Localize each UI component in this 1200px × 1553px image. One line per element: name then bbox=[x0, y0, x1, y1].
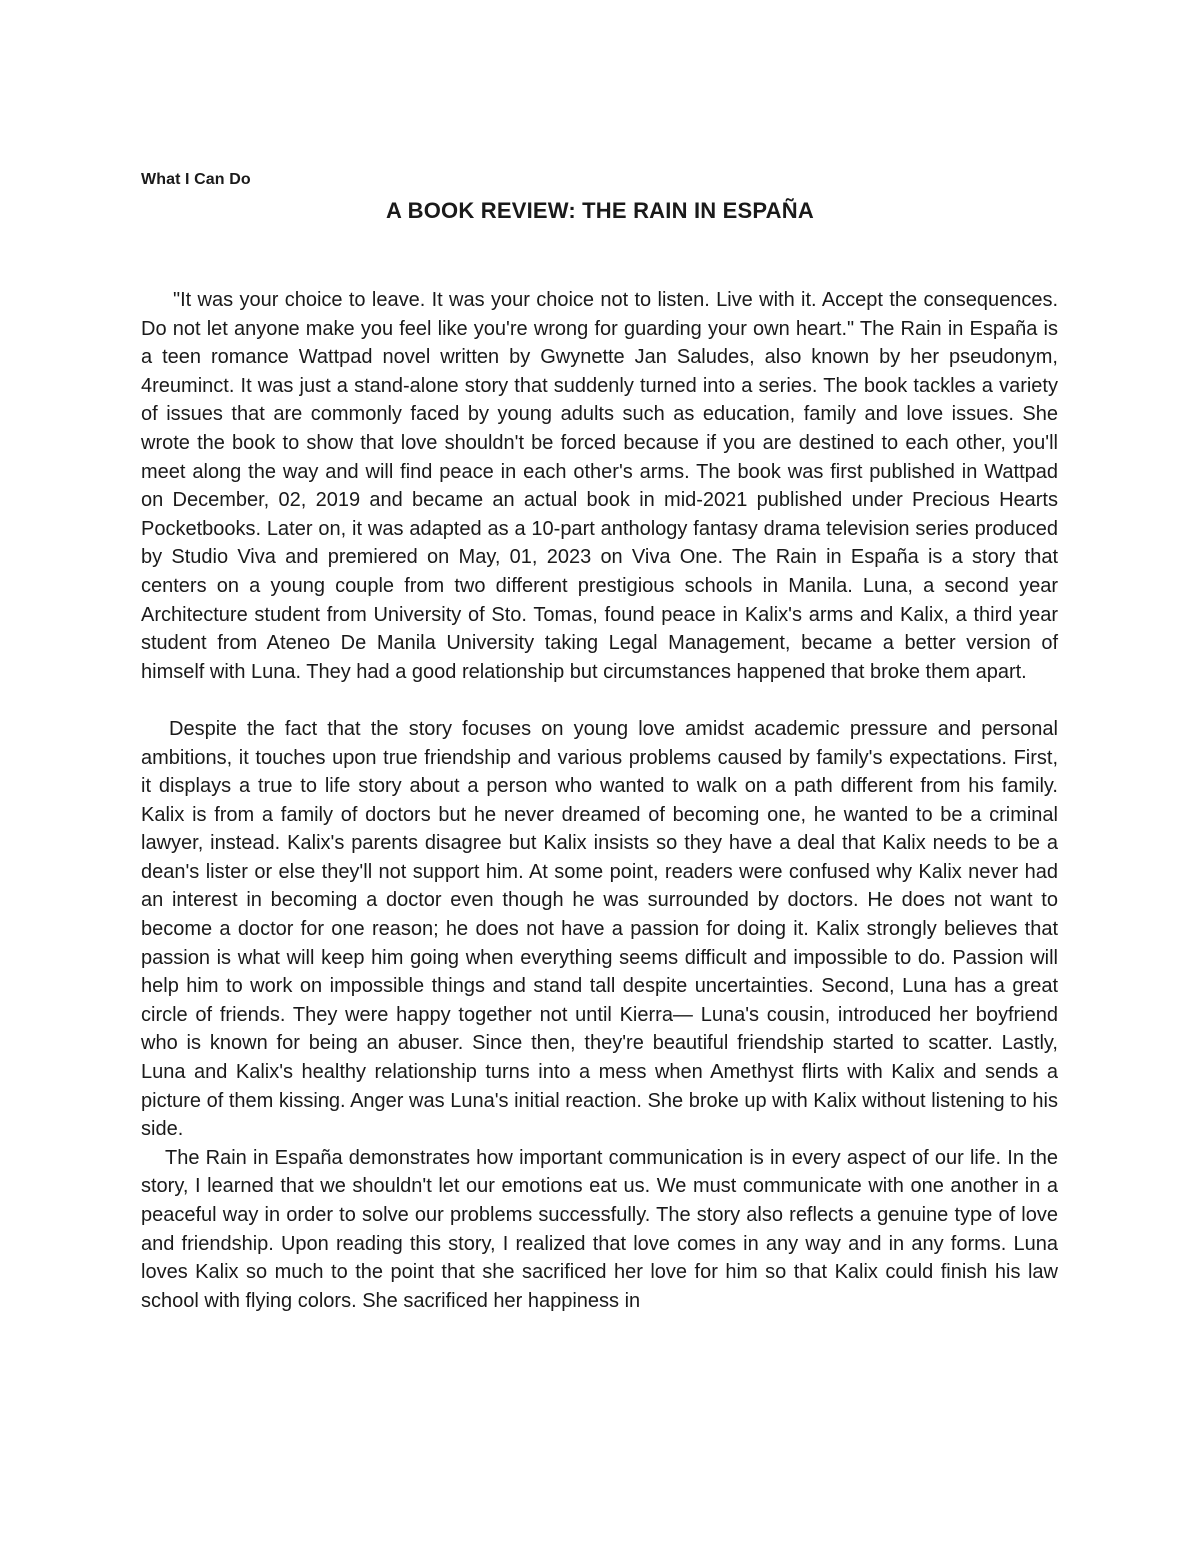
section-label: What I Can Do bbox=[141, 171, 251, 188]
paragraph-analysis: Despite the fact that the story focuses on young love amidst academic pressure and personal ambitions, it touches upon true friendship and various problems caused by family's expectations. First, it displays a true to life story about a person who wanted to walk on a path different from his family. Kalix is from a family of doctors but he never dreamed of becoming one, he wanted to be a criminal lawyer, instead. Kalix's parents disagree but Kalix insists so they have a deal that Kalix needs to be a dean's lister or else they'll not support him. At some point, readers were confused why Kalix never had an interest in becoming a doctor even though he was surrounded by doctors. He does not want to become a doctor for one reason; he does not have a passion for doing it. Kalix strongly believes that passion is what will keep him going when everything seems difficult and impossible to do. Passion will help him to work on impossible things and stand tall despite uncertainties. Second, Luna has a great circle of friends. They were happy together not until Kierra— Luna's cousin, introduced her boyfriend who is known for being an abuser. Since then, they're beautiful friendship started to scatter. Lastly, Luna and Kalix's healthy relationship turns into a mess when Amethyst flirts with Kalix and sends a picture of them kissing. Anger was Luna's initial reaction. She broke up with Kalix without listening to his side. bbox=[141, 717, 1058, 1141]
paragraph-gap bbox=[141, 686, 1058, 715]
document-title: A BOOK REVIEW: THE RAIN IN ESPAÑA bbox=[386, 198, 814, 223]
paragraph-reflection: The Rain in España demonstrates how important communication is in every aspect of our life. In the story, I learned that we shouldn't let our emotions eat us. We must communicate with one another in a peaceful way in order to solve our problems successfully. The story also reflects a genuine type of love and friendship. Upon reading this story, I realized that love comes in any way and in any forms. Luna loves Kalix so much to the point that she sacrificed her love for him so that Kalix could finish his law school with flying colors. She sacrificed her happiness in bbox=[141, 1146, 1058, 1312]
paragraph-intro: "It was your choice to leave. It was your choice not to listen. Live with it. Accept the consequences. Do not let anyone make you feel like you're wrong for guarding your own heart." The Rain in España is a teen romance Wattpad novel written by Gwynette Jan Saludes, also known by her pseudonym, 4reuminct. It was just a stand-alone story that suddenly turned into a series. The book tackles a variety of issues that are commonly faced by young adults such as education, family and love issues. She wrote the book to show that love shouldn't be forced because if you are destined to each other, you'll meet along the way and will find peace in each other's arms. The book was first published in Wattpad on December, 02, 2019 and became an actual book in mid-2021 published under Precious Hearts Pocketbooks. Later on, it was adapted as a 10-part anthology fantasy drama television series produced by Studio Viva and premiered on May, 01, 2023 on Viva One. The Rain in España is a story that centers on a young couple from two different prestigious schools in Manila. Luna, a second year Architecture student from University of Sto. Tomas, found peace in Kalix's arms and Kalix, a third year student from Ateneo De Manila University taking Legal Management, became a better version of himself with Luna. They had a good relationship but circumstances happened that broke them apart. bbox=[141, 289, 1058, 683]
review-body bbox=[141, 286, 1058, 1315]
